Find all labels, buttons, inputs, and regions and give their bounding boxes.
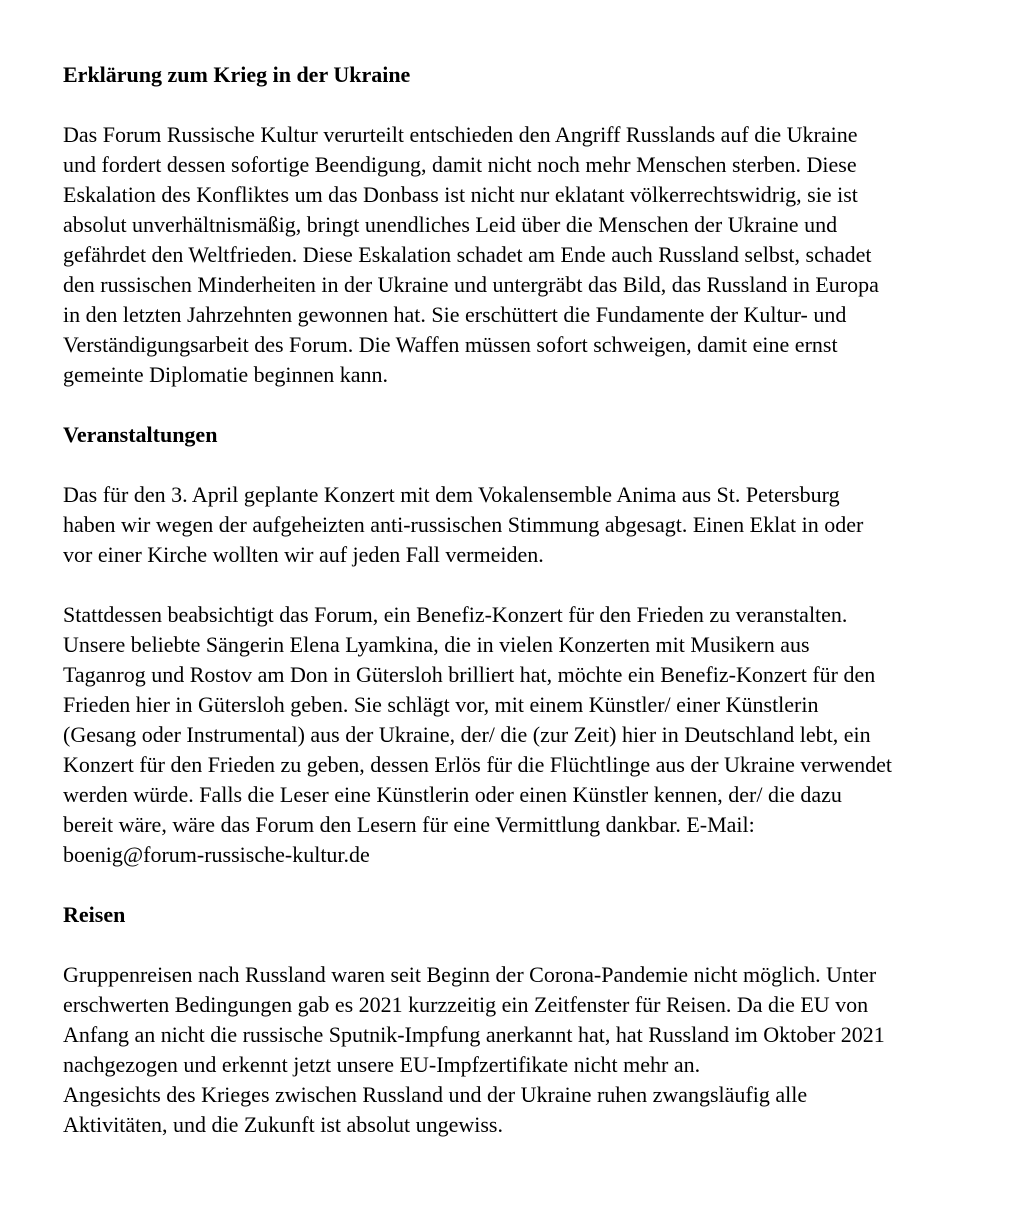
text-line: Frieden hier in Gütersloh geben. Sie schlägt vor, mit einem Künstler/ einer Künstlerin <box>63 692 819 717</box>
text-line: (Gesang oder Instrumental) aus der Ukraine, der/ die (zur Zeit) hier in Deutschland lebt, ein <box>63 722 871 747</box>
email-address: boenig@forum-russische-kultur.de <box>63 842 370 867</box>
text-line: in den letzten Jahrzehnten gewonnen hat. Sie erschüttert die Fundamente der Kultur- und <box>63 302 847 327</box>
section-heading-travel: Reisen <box>63 902 126 927</box>
text-line: Unsere beliebte Sängerin Elena Lyamkina, die in vielen Konzerten mit Musikern aus <box>63 632 810 657</box>
text-line: haben wir wegen der aufgeheizten anti-russischen Stimmung abgesagt. Einen Eklat in oder <box>63 512 864 537</box>
text-line: Angesichts des Krieges zwischen Russland und der Ukraine ruhen zwangsläufig alle <box>63 1082 808 1107</box>
text-line: erschwerten Bedingungen gab es 2021 kurzzeitig ein Zeitfenster für Reisen. Da die EU von <box>63 992 869 1017</box>
text-line: vor einer Kirche wollten wir auf jeden Fall vermeiden. <box>63 542 544 567</box>
text-line: Aktivitäten, und die Zukunft ist absolut ungewiss. <box>63 1112 503 1137</box>
text-line: Stattdessen beabsichtigt das Forum, ein Benefiz-Konzert für den Frieden zu veranstalten. <box>63 602 848 627</box>
text-line: nachgezogen und erkennt jetzt unsere EU-Impfzertifikate nicht mehr an. <box>63 1052 701 1077</box>
paragraph-ukraine-statement <box>63 120 984 390</box>
text-line: bereit wäre, wäre das Forum den Lesern für eine Vermittlung dankbar. E-Mail: <box>63 812 755 837</box>
text-line: den russischen Minderheiten in der Ukraine und untergräbt das Bild, das Russland in Europa <box>63 272 879 297</box>
section-heading-events: Veranstaltungen <box>63 422 218 447</box>
text-line: Das für den 3. April geplante Konzert mit dem Vokalensemble Anima aus St. Petersburg <box>63 482 840 507</box>
text-line: Eskalation des Konfliktes um das Donbass ist nicht nur eklatant völkerrechtswidrig, sie ist <box>63 182 858 207</box>
text-line: Das Forum Russische Kultur verurteilt entschieden den Angriff Russlands auf die Ukraine <box>63 122 858 147</box>
text-line: Gruppenreisen nach Russland waren seit Beginn der Corona-Pandemie nicht möglich. Unter <box>63 962 877 987</box>
section-heading-ukraine-statement: Erklärung zum Krieg in der Ukraine <box>63 62 411 87</box>
paragraph-benefit-concert <box>63 600 984 870</box>
paragraph-concert-cancelled <box>63 480 984 570</box>
text-line: gefährdet den Weltfrieden. Diese Eskalation schadet am Ende auch Russland selbst, schadet <box>63 242 872 267</box>
text-line: Anfang an nicht die russische Sputnik-Impfung anerkannt hat, hat Russland im Oktober 2021 <box>63 1022 885 1047</box>
text-line: und fordert dessen sofortige Beendigung, damit nicht noch mehr Menschen sterben. Diese <box>63 152 857 177</box>
text-line: absolut unverhältnismäßig, bringt unendliches Leid über die Menschen der Ukraine und <box>63 212 838 237</box>
text-line: gemeinte Diplomatie beginnen kann. <box>63 362 389 387</box>
text-line: Verständigungsarbeit des Forum. Die Waffen müssen sofort schweigen, damit eine ernst <box>63 332 838 357</box>
paragraph-travel <box>63 960 984 1140</box>
text-line: Konzert für den Frieden zu geben, dessen Erlös für die Flüchtlinge aus der Ukraine verwendet <box>63 752 892 777</box>
text-line: Taganrog und Rostov am Don in Gütersloh brilliert hat, möchte ein Benefiz-Konzert für den <box>63 662 876 687</box>
text-line: werden würde. Falls die Leser eine Künstlerin oder einen Künstler kennen, der/ die dazu <box>63 782 842 807</box>
